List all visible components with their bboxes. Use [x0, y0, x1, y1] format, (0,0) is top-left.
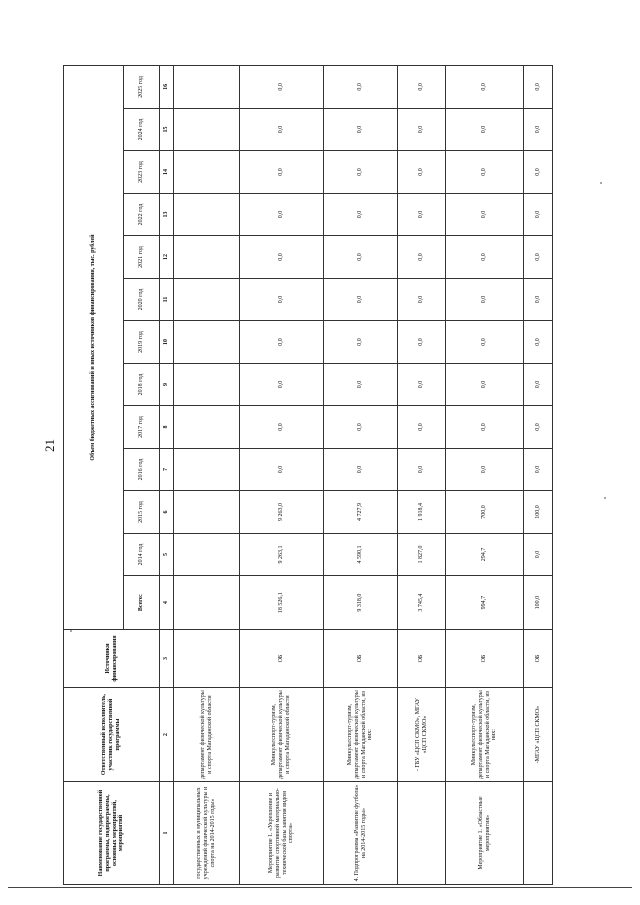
row-value: 700,0	[446, 491, 524, 534]
row-value: 0,0	[324, 321, 398, 364]
table-row	[324, 66, 398, 885]
row-value: 0,0	[240, 193, 324, 236]
row-value: 0,0	[240, 321, 324, 364]
header-year: 2018 год	[124, 363, 160, 406]
scan-edge-line	[8, 887, 632, 888]
header-total: Всего:	[124, 576, 160, 630]
table-row	[398, 66, 446, 885]
row-value: 0,0	[398, 193, 446, 236]
row-value	[174, 66, 240, 109]
row-executor: - ГБУ «ЦСП СКМО», МГАУ «ЦСП СКМО»	[398, 688, 446, 782]
row-value	[174, 321, 240, 364]
row-value	[174, 491, 240, 534]
row-executor: Минкультспорт-туризм, департамент физической культуры и спорта Магаданской области	[240, 688, 324, 782]
row-value: 0,0	[446, 193, 524, 236]
row-total: 994,7	[446, 576, 524, 630]
row-value: 0,0	[398, 236, 446, 279]
row-value: 0,0	[240, 406, 324, 449]
row-name: Мероприятие 1. «Укрепление и развитие спортивной материально-технической базы занятия видом спорта»	[240, 782, 324, 885]
row-value: 0,0	[446, 151, 524, 194]
row-value: 0,0	[524, 278, 553, 321]
row-value: 0,0	[524, 193, 553, 236]
row-value: 0,0	[524, 406, 553, 449]
row-value: 0,0	[240, 66, 324, 109]
row-value: 0,0	[446, 278, 524, 321]
col-number: 11	[160, 278, 174, 321]
header-executor: Ответственный исполнитель, участник государственной программы	[64, 688, 160, 782]
row-source: ОБ	[324, 629, 398, 687]
col-number: 8	[160, 406, 174, 449]
header-year: 2025 год	[124, 66, 160, 109]
row-total: 100,0	[524, 576, 553, 630]
col-number: 10	[160, 321, 174, 364]
row-value	[174, 533, 240, 576]
row-executor: -МГАУ «ЦСП СКМО»	[524, 688, 553, 782]
col-number: 3	[160, 629, 174, 687]
row-value	[174, 448, 240, 491]
row-value: 0,0	[240, 448, 324, 491]
row-value: 0,0	[324, 363, 398, 406]
row-value: 0,0	[324, 448, 398, 491]
row-name: Мероприятие 1. «Областные мероприятия»	[446, 782, 524, 885]
header-year: 2016 год	[124, 448, 160, 491]
row-source: ОБ	[524, 629, 553, 687]
row-value	[174, 108, 240, 151]
row-value: 294,7	[446, 533, 524, 576]
header-source: Источники финансирования	[64, 629, 160, 687]
row-value: 0,0	[398, 363, 446, 406]
row-value: 0,0	[524, 66, 553, 109]
col-number: 13	[160, 193, 174, 236]
row-value: 0,0	[446, 321, 524, 364]
table-row	[446, 66, 524, 885]
row-value	[174, 236, 240, 279]
col-number: 16	[160, 66, 174, 109]
col-number: 4	[160, 576, 174, 630]
row-executor: Минкультспорт-туризм, департамент физической культуры и спорта Магаданской области, из них:	[324, 688, 398, 782]
row-value: 0,0	[324, 151, 398, 194]
table-row	[174, 66, 240, 885]
row-name: 4. Подпрограмма «Развитие футбола» на 2014-2015 годы»	[324, 782, 398, 885]
row-value: 0,0	[524, 151, 553, 194]
budget-table	[63, 65, 553, 885]
scan-speck	[70, 630, 72, 632]
row-source: ОБ	[240, 629, 324, 687]
row-value: 0,0	[398, 278, 446, 321]
row-value	[174, 406, 240, 449]
header-year: 2023 год	[124, 151, 160, 194]
row-executor: Минкультспорт-туризм, департамент физической культуры и спорта Магаданской области, из них:	[446, 688, 524, 782]
row-value: 0,0	[324, 108, 398, 151]
header-volume: Объем бюджетных ассигнований и иных источников финансирования, тыс. рублей	[64, 66, 124, 630]
row-value: 0,0	[446, 108, 524, 151]
header-year: 2022 год	[124, 193, 160, 236]
row-value: 0,0	[324, 236, 398, 279]
header-name: Наименование государственной программы, подпрограммы, основных мероприятий, мероприятий	[64, 782, 160, 885]
col-number: 6	[160, 491, 174, 534]
header-year: 2024 год	[124, 108, 160, 151]
scan-speck	[600, 182, 602, 184]
row-value	[174, 151, 240, 194]
header-year: 2021 год	[124, 236, 160, 279]
row-total	[174, 576, 240, 630]
col-number: 5	[160, 533, 174, 576]
row-value: 0,0	[324, 406, 398, 449]
row-value: 9 263,0	[240, 491, 324, 534]
row-value: 0,0	[398, 406, 446, 449]
row-value: 0,0	[398, 321, 446, 364]
row-value: 0,0	[446, 363, 524, 406]
row-value: 100,0	[524, 491, 553, 534]
row-value: 0,0	[446, 236, 524, 279]
row-value: 0,0	[524, 108, 553, 151]
row-value: 0,0	[446, 448, 524, 491]
row-value: 0,0	[524, 533, 553, 576]
row-value: 0,0	[398, 448, 446, 491]
table-row	[524, 66, 553, 885]
row-name	[398, 782, 446, 885]
row-value: 0,0	[240, 108, 324, 151]
row-value: 0,0	[240, 151, 324, 194]
row-source	[174, 629, 240, 687]
header-year: 2017 год	[124, 406, 160, 449]
row-value: 0,0	[524, 448, 553, 491]
page-number: 21	[42, 439, 57, 452]
row-value: 4 727,9	[324, 491, 398, 534]
row-value: 9 263,1	[240, 533, 324, 576]
row-executor: департамент физической культуры и спорта Магаданской области	[174, 688, 240, 782]
col-number: 9	[160, 363, 174, 406]
row-value: 0,0	[524, 236, 553, 279]
row-name	[524, 782, 553, 885]
row-value: 1 918,4	[398, 491, 446, 534]
row-source: ОБ	[446, 629, 524, 687]
row-value: 0,0	[324, 193, 398, 236]
col-number: 12	[160, 236, 174, 279]
column-number-row	[160, 66, 174, 885]
row-value: 0,0	[398, 108, 446, 151]
row-value: 1 827,0	[398, 533, 446, 576]
row-value: 0,0	[398, 66, 446, 109]
row-value: 0,0	[446, 406, 524, 449]
row-value	[174, 363, 240, 406]
row-value	[174, 193, 240, 236]
header-year: 2019 год	[124, 321, 160, 364]
row-value: 0,0	[324, 66, 398, 109]
row-value: 0,0	[324, 278, 398, 321]
col-number: 1	[160, 782, 174, 885]
header-year: 2015 год	[124, 491, 160, 534]
row-name: государственных и муниципальных учреждений физической культуры и спорта на 2014-2015 годы»	[174, 782, 240, 885]
header-year: 2020 год	[124, 278, 160, 321]
rotated-table-wrapper	[63, 65, 553, 885]
row-source: ОБ	[398, 629, 446, 687]
row-value: 0,0	[398, 151, 446, 194]
col-number: 15	[160, 108, 174, 151]
row-value: 0,0	[524, 321, 553, 364]
row-value: 0,0	[524, 363, 553, 406]
row-value: 4 590,1	[324, 533, 398, 576]
col-number: 7	[160, 448, 174, 491]
row-total: 9 318,0	[324, 576, 398, 630]
row-value: 0,0	[240, 236, 324, 279]
row-value: 0,0	[240, 278, 324, 321]
row-total: 18 526,1	[240, 576, 324, 630]
table-row	[240, 66, 324, 885]
col-number: 14	[160, 151, 174, 194]
row-total: 3 745,4	[398, 576, 446, 630]
header-year: 2014 год	[124, 533, 160, 576]
col-number: 2	[160, 688, 174, 782]
row-value	[174, 278, 240, 321]
scan-speck	[604, 497, 606, 499]
row-value: 0,0	[446, 66, 524, 109]
row-value: 0,0	[240, 363, 324, 406]
